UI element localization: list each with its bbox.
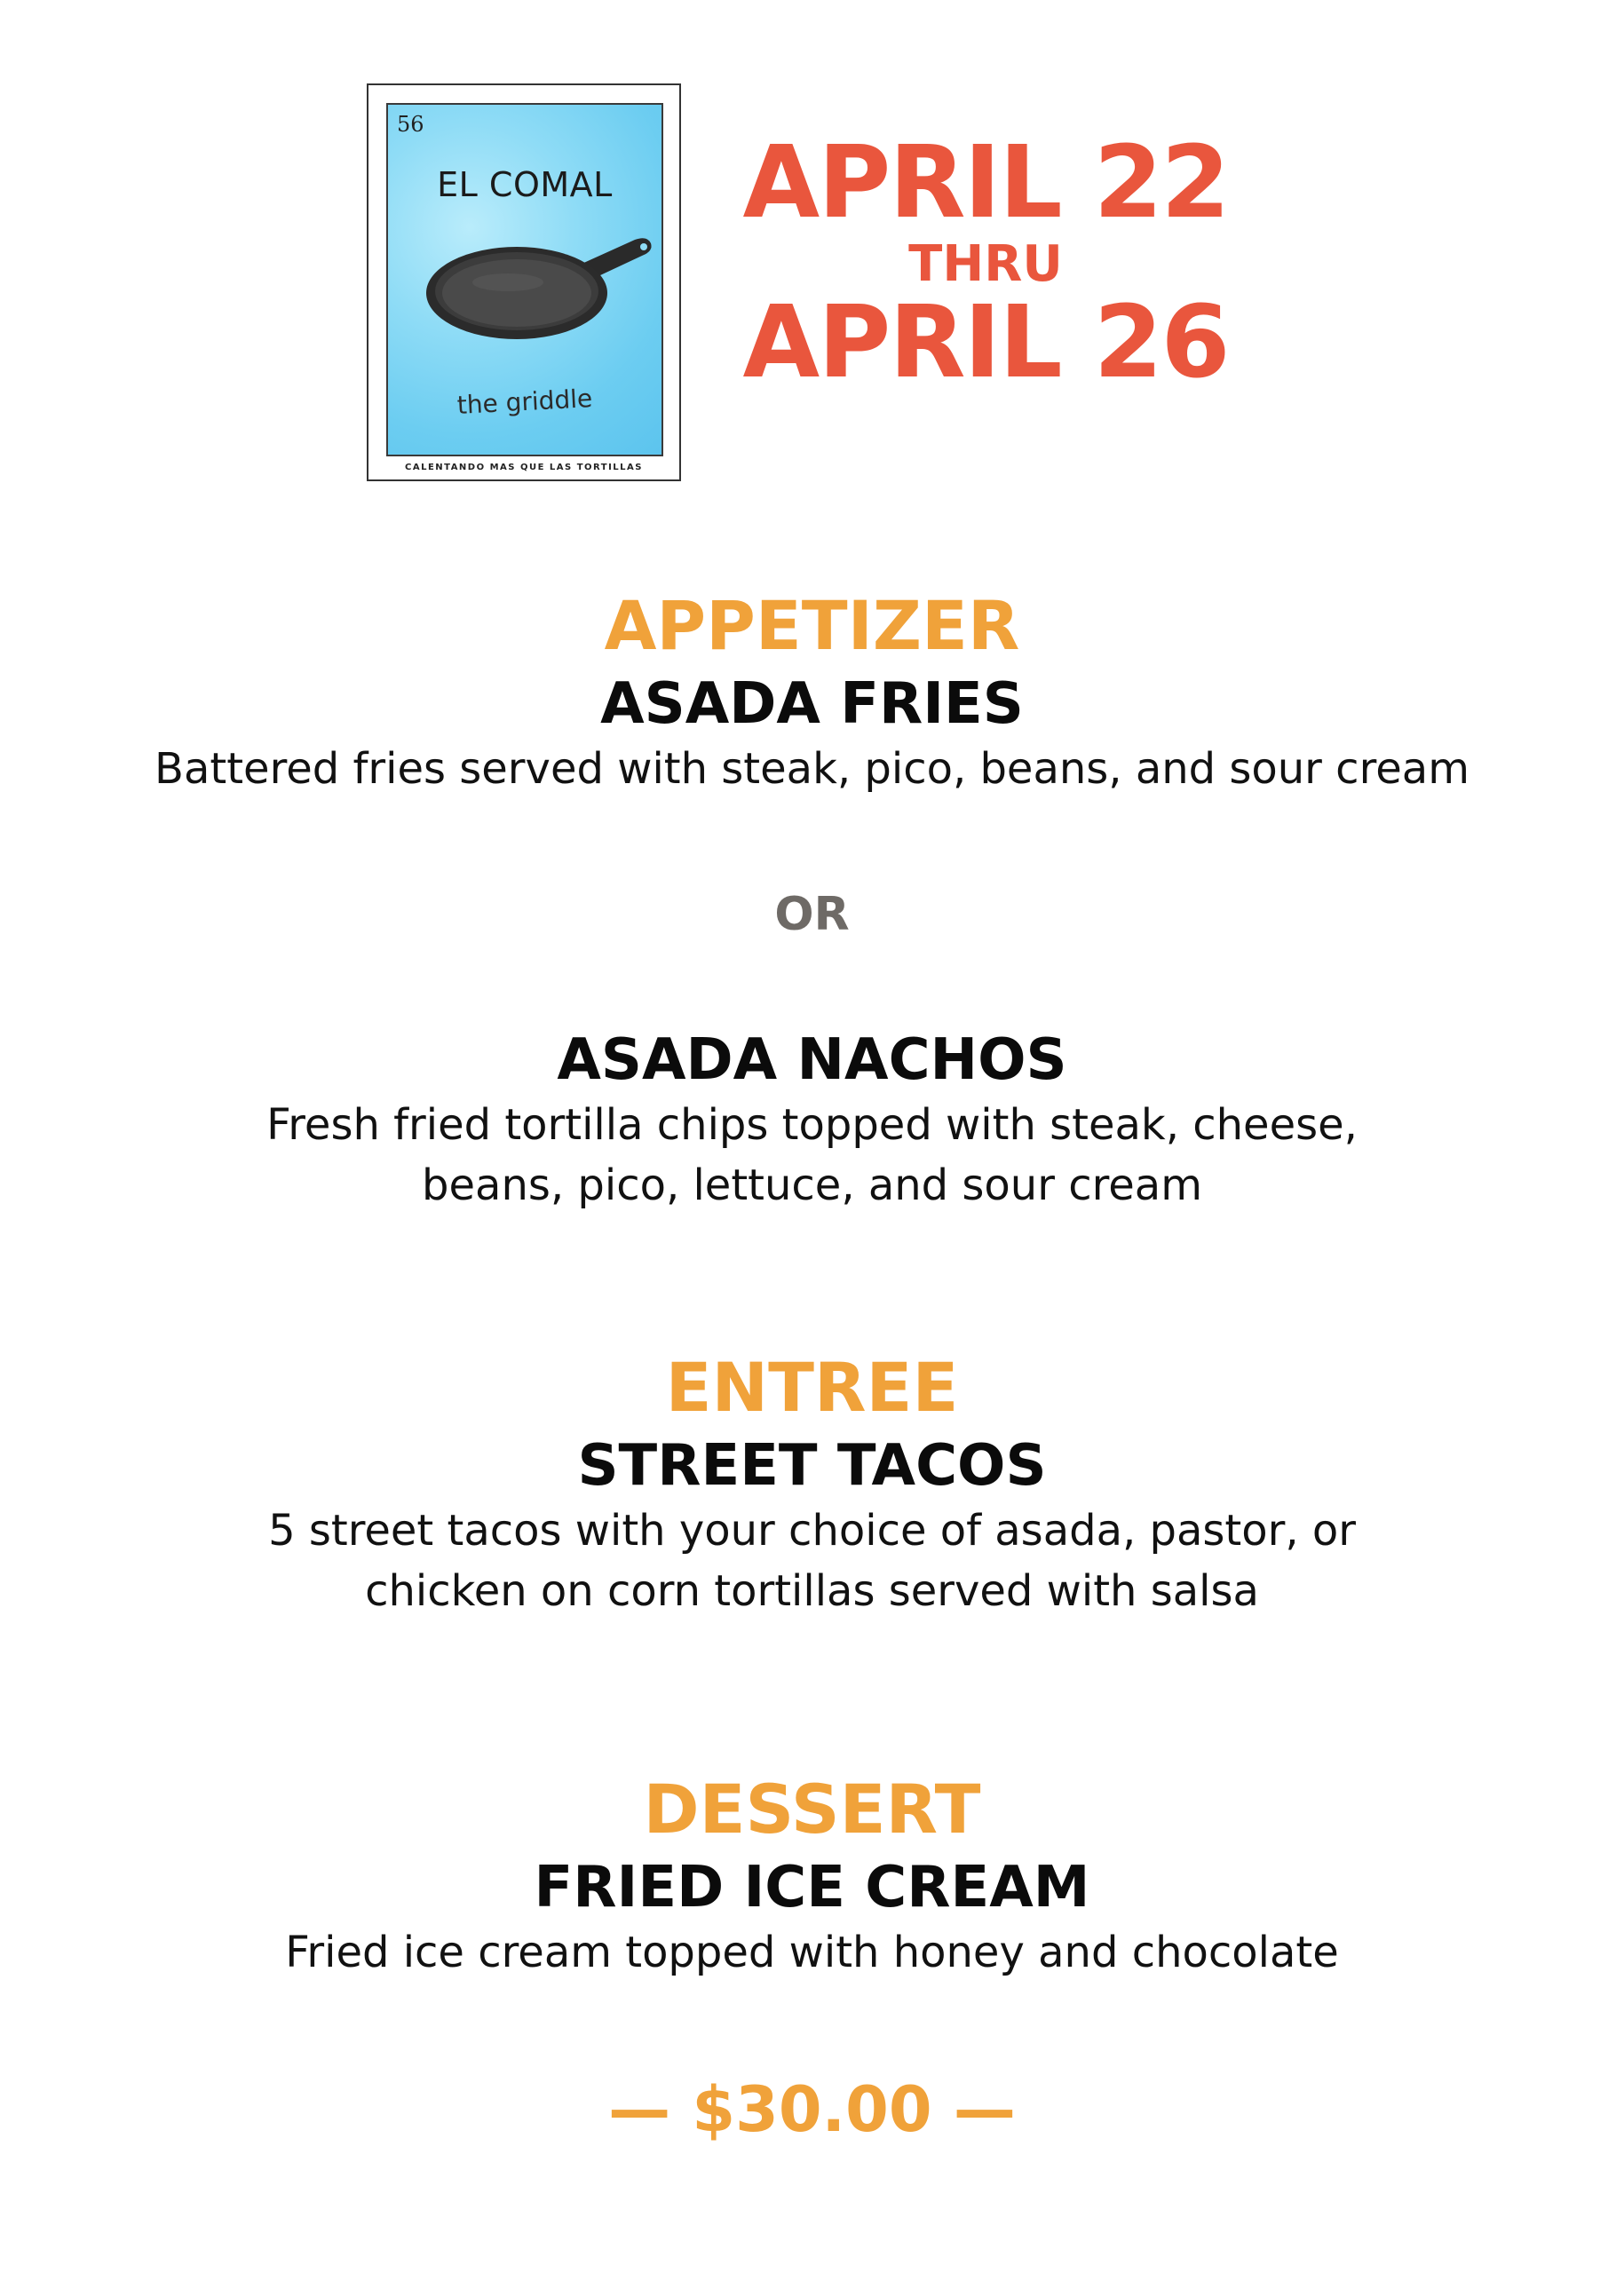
street-tacos-name: STREET TACOS: [577, 1433, 1047, 1499]
asada-nachos-description-line2: beans, pico, lettuce, and sour cream: [422, 1160, 1202, 1210]
asada-fries-description: Battered fries served with steak, pico, beans, and sour cream: [154, 744, 1470, 794]
appetizer-section: [0, 586, 1624, 799]
el-comal-logo-card: [367, 83, 681, 481]
street-tacos-description-line1: 5 street tacos with your choice of asada, pastor, or: [268, 1506, 1356, 1556]
asada-fries-name: ASADA FRIES: [600, 671, 1024, 737]
appetizer-heading: APPETIZER: [604, 586, 1020, 665]
end-date: APRIL 26: [742, 285, 1229, 400]
card-number: 56: [397, 112, 424, 137]
asada-nachos-name: ASADA NACHOS: [557, 1027, 1067, 1093]
date-range: [728, 125, 1243, 400]
card-caption: the griddle: [456, 384, 593, 420]
price: — $30.00 —: [608, 2073, 1016, 2146]
start-date: APRIL 22: [742, 125, 1229, 241]
skillet-icon: [424, 220, 654, 345]
dessert-heading: DESSERT: [643, 1770, 981, 1849]
date-connector: THRU: [908, 235, 1063, 293]
street-tacos-description-line2: chicken on corn tortillas served with salsa: [365, 1566, 1259, 1616]
logo-card-face: [386, 103, 663, 456]
card-footer-tagline: CALENTANDO MAS QUE LAS TORTILLAS: [405, 463, 643, 472]
fried-ice-cream-name: FRIED ICE CREAM: [534, 1855, 1090, 1921]
entree-heading: ENTREE: [665, 1348, 959, 1427]
asada-nachos-block: [0, 1026, 1624, 1216]
dessert-section: [0, 1770, 1624, 1983]
fried-ice-cream-description: Fried ice cream topped with honey and chocolate: [285, 1928, 1339, 1977]
or-separator: OR: [774, 888, 850, 941]
entree-section: [0, 1348, 1624, 1621]
card-title: EL COMAL: [437, 165, 613, 204]
asada-nachos-description-line1: Fresh fried tortilla chips topped with steak, cheese,: [266, 1100, 1358, 1150]
